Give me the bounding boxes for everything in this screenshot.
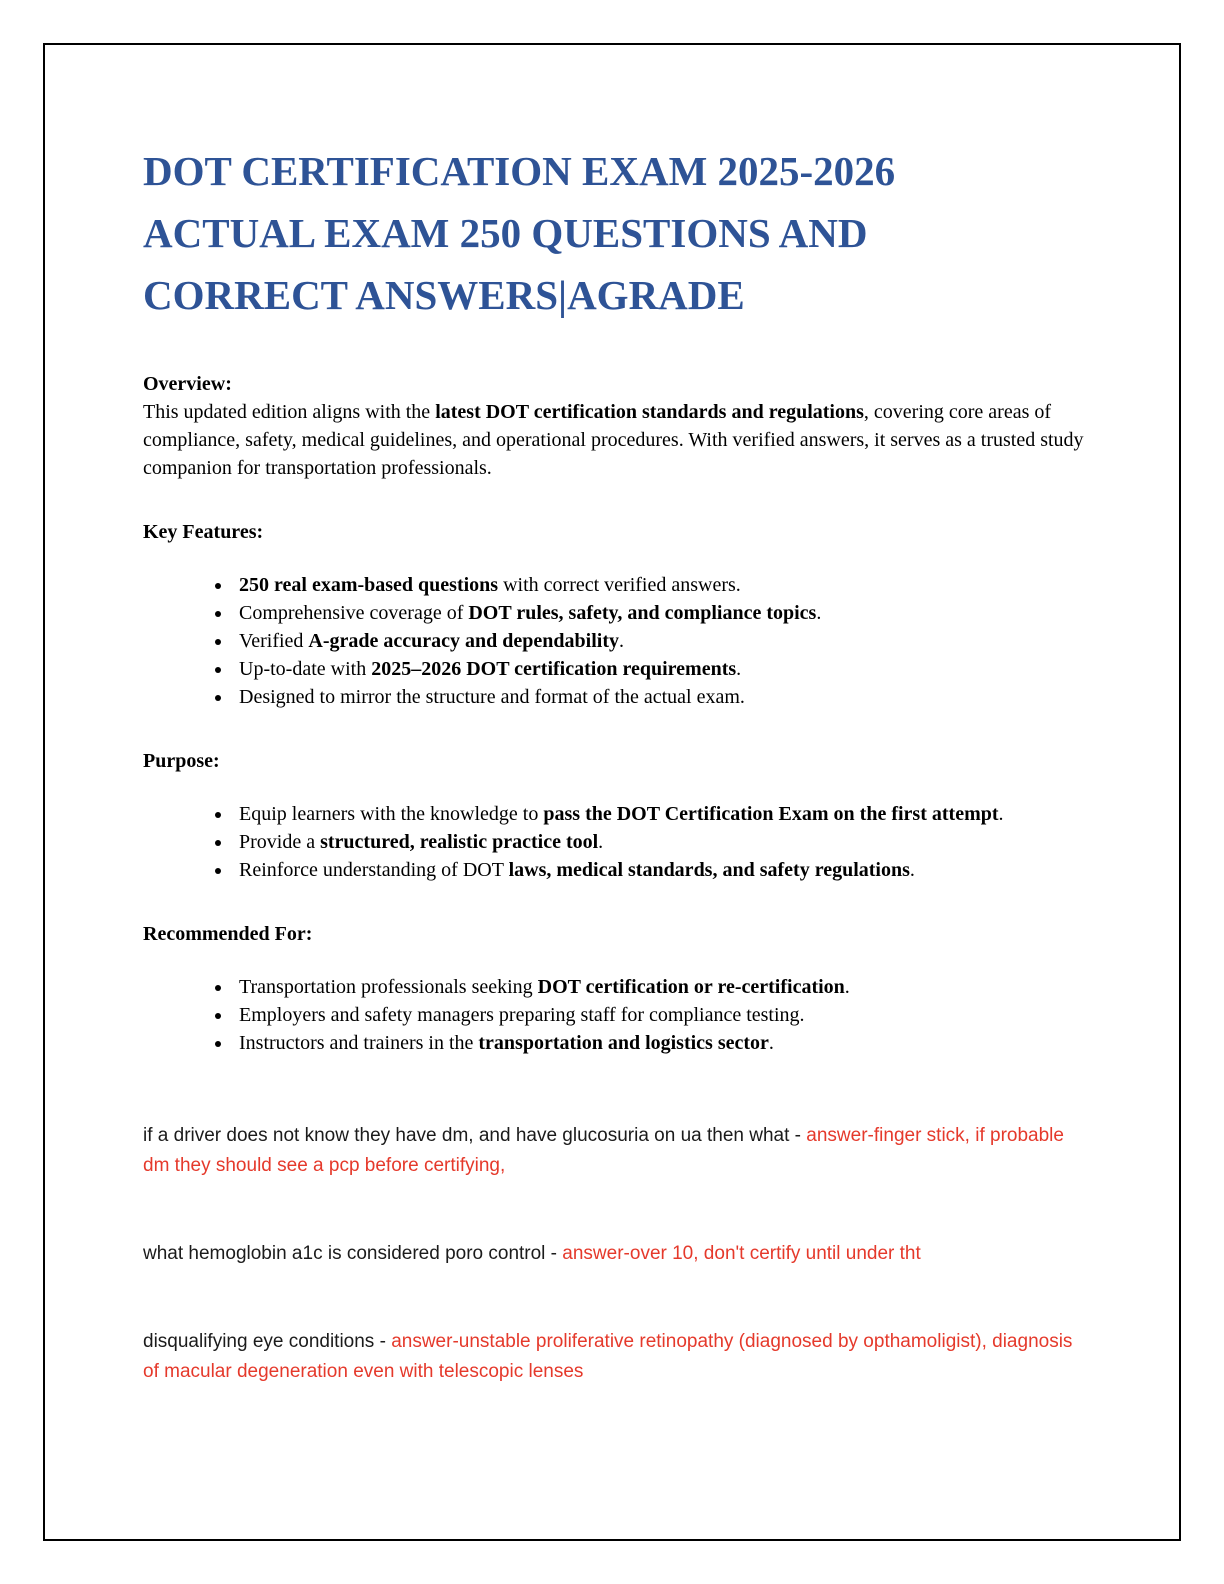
section-purpose (143, 747, 1085, 884)
qa-item: if a driver does not know they have dm, and have glucosuria on ua then what - answer-finger stick, if probable dm they should see a pcp before certifying, (143, 1125, 1064, 1176)
key-features-heading: Key Features: (143, 521, 264, 543)
question-answer-section (143, 1121, 1085, 1387)
document-content (143, 140, 1085, 1387)
qa-item: disqualifying eye conditions - answer-unstable proliferative retinopathy (diagnosed by opthamoligist), diagnosis of macular degeneration even with telescopic lenses (143, 1331, 1073, 1382)
section-overview (143, 370, 1085, 482)
section-key-features (143, 518, 1085, 711)
list-item: • Transportation professionals seeking DOT certification or re-certification. (233, 974, 1085, 1001)
list-item: • Verified A-grade accuracy and dependability. (233, 628, 1085, 655)
qa-item: what hemoglobin a1c is considered poro control - answer-over 10, don't certify until under tht (143, 1243, 921, 1264)
recommended-for-heading: Recommended For: (143, 923, 313, 945)
list-item: • Up-to-date with 2025–2026 DOT certification requirements. (233, 656, 1085, 683)
document-title-line-2: ACTUAL EXAM 250 QUESTIONS AND (143, 210, 868, 256)
recommended-for-list (143, 974, 1085, 1057)
list-item: • Comprehensive coverage of DOT rules, safety, and compliance topics. (233, 600, 1085, 627)
list-item: • Provide a structured, realistic practice tool. (233, 829, 1085, 856)
overview-paragraph: This updated edition aligns with the latest DOT certification standards and regulations, covering core areas of compliance, safety, medical guidelines, and operational procedures. With verified answers, it serves as a trusted study companion for transportation professionals. (143, 401, 1084, 479)
list-item: • 250 real exam-based questions with correct verified answers. (233, 572, 1085, 599)
document-title-line-1: DOT CERTIFICATION EXAM 2025-2026 (143, 148, 896, 194)
document-title-line-3: CORRECT ANSWERS|AGRADE (143, 272, 745, 318)
list-item: • Equip learners with the knowledge to pass the DOT Certification Exam on the first attempt. (233, 801, 1085, 828)
key-features-list (143, 572, 1085, 711)
list-item: • Designed to mirror the structure and format of the actual exam. (233, 684, 1085, 711)
overview-heading: Overview: (143, 373, 232, 395)
list-item: • Employers and safety managers preparing staff for compliance testing. (233, 1002, 1085, 1029)
section-recommended-for (143, 920, 1085, 1057)
purpose-list (143, 801, 1085, 884)
purpose-heading: Purpose: (143, 750, 220, 772)
list-item: • Reinforce understanding of DOT laws, medical standards, and safety regulations. (233, 857, 1085, 884)
list-item: • Instructors and trainers in the transportation and logistics sector. (233, 1030, 1085, 1057)
document-title (143, 140, 1085, 326)
